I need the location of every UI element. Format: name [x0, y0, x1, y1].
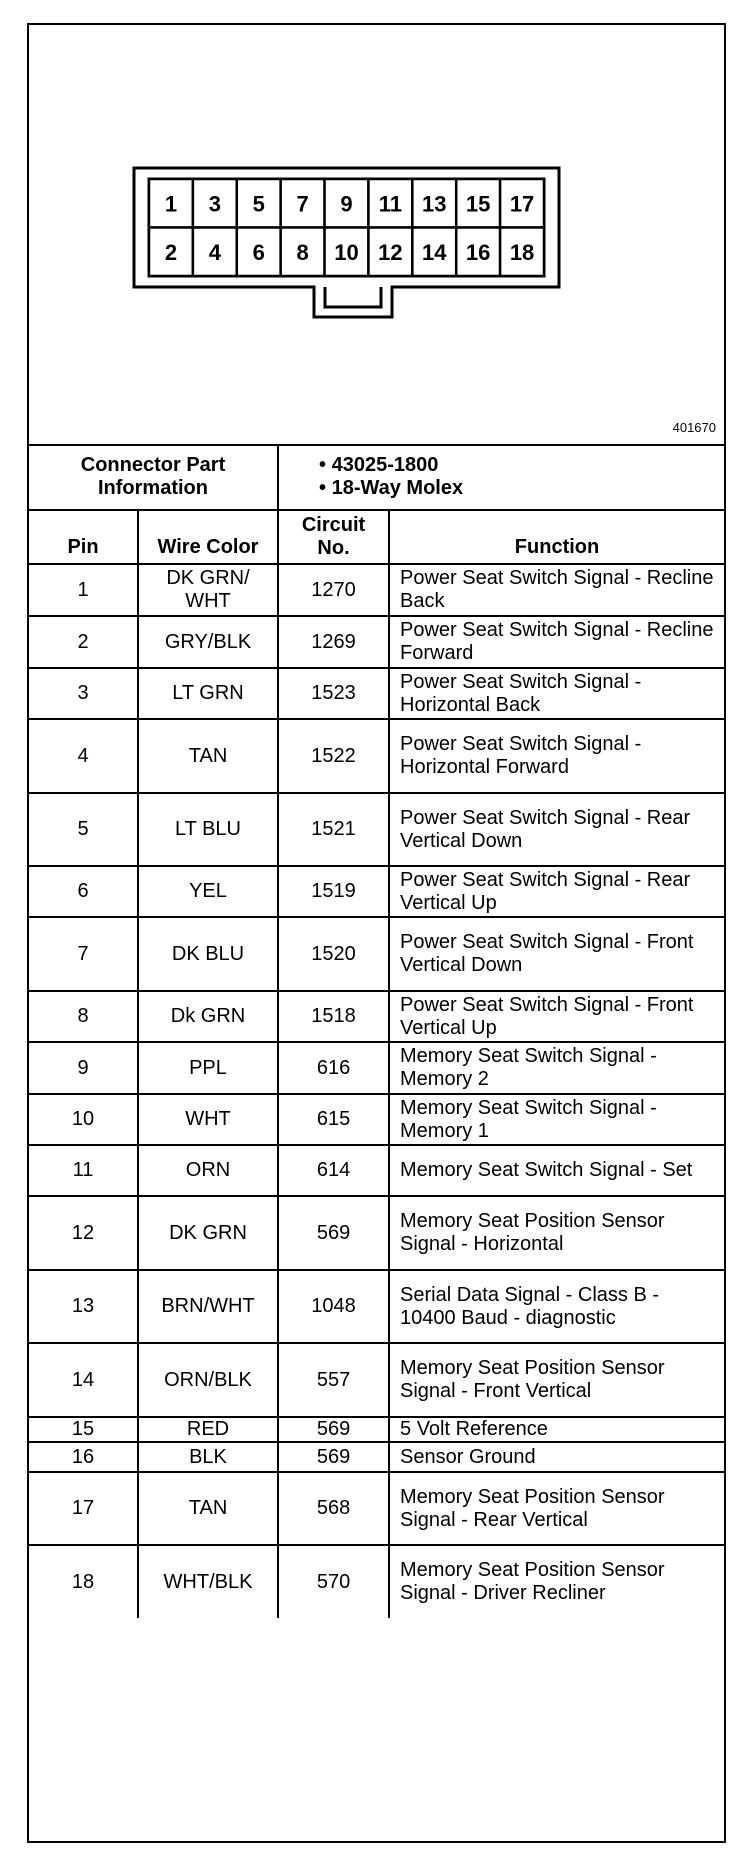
connector-info-values [278, 444, 724, 510]
circuit-number-cell: 568 [278, 1472, 389, 1545]
table-row [29, 564, 724, 616]
wire-color-cell: DK GRN/ WHT [138, 564, 278, 616]
circuit-number-cell: 1269 [278, 616, 389, 668]
pin-number-label: 10 [334, 239, 359, 265]
pinout-table [29, 444, 724, 1618]
wire-color-cell: ORN [138, 1145, 278, 1196]
function-cell: Serial Data Signal - Class B - 10400 Baud - diagnostic [389, 1270, 724, 1343]
header-row [29, 510, 724, 564]
circuit-number-cell: 1519 [278, 866, 389, 917]
wire-color-cell: WHT [138, 1094, 278, 1145]
table-row [29, 866, 724, 917]
pin-cell: 3 [29, 668, 138, 719]
pin-number-label: 1 [164, 191, 178, 217]
wire-color-cell: Dk GRN [138, 991, 278, 1042]
circuit-number-cell: 616 [278, 1042, 389, 1094]
function-cell: Memory Seat Position Sensor Signal - Driver Recliner [389, 1545, 724, 1618]
header-circuit-no: Circuit No. [278, 510, 389, 564]
function-cell: Memory Seat Switch Signal - Memory 1 [389, 1094, 724, 1145]
table-row [29, 1145, 724, 1196]
connector-info-row [29, 444, 724, 510]
wire-color-cell: BLK [138, 1442, 278, 1472]
header-wire-color: Wire Color [138, 510, 278, 564]
wire-color-cell: RED [138, 1417, 278, 1442]
table-row [29, 1417, 724, 1442]
connector-part-number: • 43025-1800 [319, 453, 439, 476]
table-row [29, 1545, 724, 1618]
table-row [29, 719, 724, 793]
header-pin: Pin [29, 510, 138, 564]
pin-number-label: 16 [465, 239, 491, 265]
connector-type: • 18-Way Molex [319, 476, 464, 499]
pin-cell: 2 [29, 616, 138, 668]
header-function: Function [389, 510, 724, 564]
table-row [29, 616, 724, 668]
function-cell: Power Seat Switch Signal - Rear Vertical Down [389, 793, 724, 866]
pin-number-label: 17 [509, 191, 535, 217]
function-cell: 5 Volt Reference [389, 1417, 724, 1442]
pin-cell: 1 [29, 564, 138, 616]
connector-diagram [29, 25, 724, 446]
wire-color-cell: YEL [138, 866, 278, 917]
table-row [29, 917, 724, 991]
pin-cell: 6 [29, 866, 138, 917]
function-cell: Power Seat Switch Signal - Rear Vertical Up [389, 866, 724, 917]
function-cell: Memory Seat Position Sensor Signal - Horizontal [389, 1196, 724, 1270]
pin-number-label: 12 [378, 239, 403, 265]
wire-color-cell: LT BLU [138, 793, 278, 866]
circuit-number-cell: 1518 [278, 991, 389, 1042]
pin-number-label: 9 [340, 191, 353, 217]
wire-color-cell: TAN [138, 1472, 278, 1545]
circuit-number-cell: 614 [278, 1145, 389, 1196]
pin-number-label: 4 [208, 239, 221, 265]
circuit-number-cell: 1523 [278, 668, 389, 719]
pin-cell: 17 [29, 1472, 138, 1545]
connector-info-label: Connector Part Information [29, 444, 278, 510]
figure-id: 401670 [672, 420, 716, 435]
wire-color-cell: BRN/WHT [138, 1270, 278, 1343]
circuit-number-cell: 1522 [278, 719, 389, 793]
pin-cell: 9 [29, 1042, 138, 1094]
circuit-number-cell: 1270 [278, 564, 389, 616]
circuit-number-cell: 557 [278, 1343, 389, 1417]
pin-cell: 8 [29, 991, 138, 1042]
table-row [29, 668, 724, 719]
table-row [29, 991, 724, 1042]
pin-number-label: 15 [465, 191, 491, 217]
pin-cell: 4 [29, 719, 138, 793]
circuit-number-cell: 1048 [278, 1270, 389, 1343]
function-cell: Power Seat Switch Signal - Recline Forward [389, 616, 724, 668]
pin-cell: 14 [29, 1343, 138, 1417]
wire-color-cell: ORN/BLK [138, 1343, 278, 1417]
connector-sheet [27, 23, 726, 1843]
connector-outline [325, 287, 381, 307]
pin-cell: 18 [29, 1545, 138, 1618]
pin-number-label: 2 [164, 239, 178, 265]
pin-number-label: 6 [252, 239, 265, 265]
table-row [29, 1270, 724, 1343]
pin-number-label: 11 [378, 191, 403, 217]
circuit-number-cell: 569 [278, 1417, 389, 1442]
pin-cell: 10 [29, 1094, 138, 1145]
pin-cell: 12 [29, 1196, 138, 1270]
table-row [29, 793, 724, 866]
pin-cell: 13 [29, 1270, 138, 1343]
function-cell: Memory Seat Switch Signal - Memory 2 [389, 1042, 724, 1094]
pin-cell: 11 [29, 1145, 138, 1196]
table-row [29, 1343, 724, 1417]
wire-color-cell: GRY/BLK [138, 616, 278, 668]
pin-cell: 16 [29, 1442, 138, 1472]
wire-color-cell: TAN [138, 719, 278, 793]
circuit-number-cell: 615 [278, 1094, 389, 1145]
circuit-number-cell: 1521 [278, 793, 389, 866]
table-row [29, 1042, 724, 1094]
pin-cell: 15 [29, 1417, 138, 1442]
function-cell: Power Seat Switch Signal - Horizontal Forward [389, 719, 724, 793]
pin-number-label: 13 [422, 191, 447, 217]
wire-color-cell: DK GRN [138, 1196, 278, 1270]
pin-cell: 5 [29, 793, 138, 866]
function-cell: Power Seat Switch Signal - Front Vertical Up [389, 991, 724, 1042]
function-cell: Power Seat Switch Signal - Horizontal Back [389, 668, 724, 719]
table-row [29, 1196, 724, 1270]
function-cell: Memory Seat Position Sensor Signal - Rear Vertical [389, 1472, 724, 1545]
circuit-number-cell: 569 [278, 1196, 389, 1270]
pin-cell: 7 [29, 917, 138, 991]
wire-color-cell: WHT/BLK [138, 1545, 278, 1618]
circuit-number-cell: 569 [278, 1442, 389, 1472]
circuit-number-cell: 1520 [278, 917, 389, 991]
table-row [29, 1442, 724, 1472]
pin-number-label: 7 [296, 191, 309, 217]
function-cell: Power Seat Switch Signal - Recline Back [389, 564, 724, 616]
connector-face-drawing [29, 25, 724, 445]
function-cell: Memory Seat Position Sensor Signal - Front Vertical [389, 1343, 724, 1417]
pin-number-label: 14 [422, 239, 447, 265]
pin-number-label: 8 [296, 239, 309, 265]
table-row [29, 1094, 724, 1145]
pin-number-label: 3 [208, 191, 221, 217]
circuit-number-cell: 570 [278, 1545, 389, 1618]
function-cell: Power Seat Switch Signal - Front Vertical Down [389, 917, 724, 991]
pin-number-label: 5 [252, 191, 265, 217]
function-cell: Memory Seat Switch Signal - Set [389, 1145, 724, 1196]
wire-color-cell: LT GRN [138, 668, 278, 719]
wire-color-cell: DK BLU [138, 917, 278, 991]
function-cell: Sensor Ground [389, 1442, 724, 1472]
wire-color-cell: PPL [138, 1042, 278, 1094]
pin-number-label: 18 [509, 239, 535, 265]
table-row [29, 1472, 724, 1545]
